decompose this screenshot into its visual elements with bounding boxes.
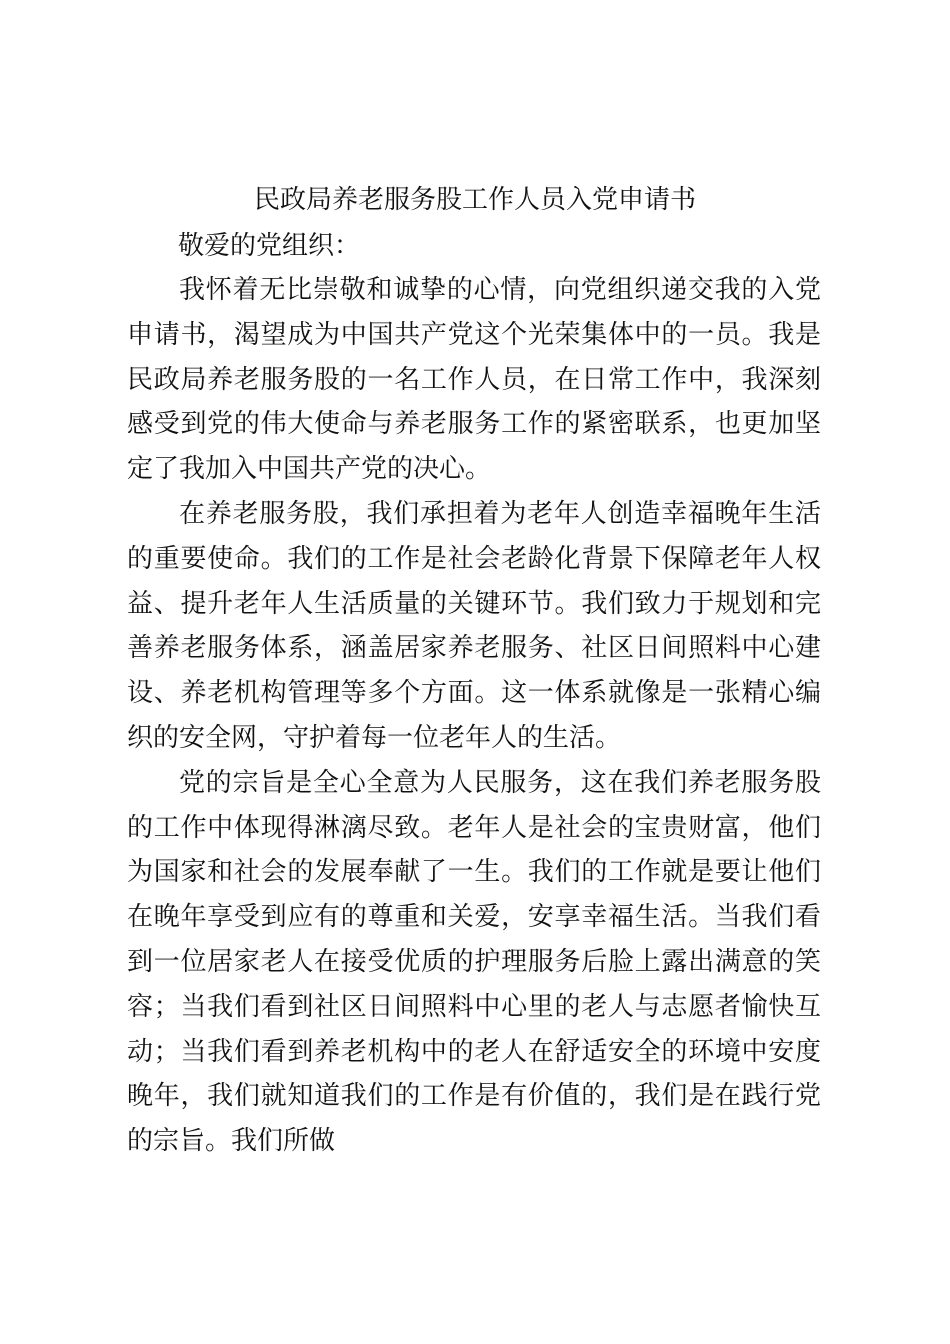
paragraph-3: 党的宗旨是全心全意为人民服务，这在我们养老服务股的工作中体现得淋漓尽致。老年人是社会的宝贵财富，他们为国家和社会的发展奉献了一生。我们的工作就是要让他们在晚年享受到应有的尊重和关爱，安享幸福生活。当我们看到一位居家老人在接受优质的护理服务后脸上露出满意的笑容；当我们看到社区日间照料中心里的老人与志愿者愉快互动；当我们看到养老机构中的老人在舒适安全的环境中安度晚年，我们就知道我们的工作是有价值的，我们是在践行党的宗旨。我们所做 [127, 767, 821, 1157]
paragraph-1: 我怀着无比崇敬和诚挚的心情，向党组织递交我的入党申请书，渴望成为中国共产党这个光荣集体中的一员。我是民政局养老服务股的一名工作人员，在日常工作中，我深刻感受到党的伟大使命与养老服务工作的紧密联系，也更加坚定了我加入中国共产党的决心。 [127, 275, 821, 485]
document-body [127, 268, 821, 1164]
salutation: 敬爱的党组织： [178, 231, 361, 261]
document-title: 民政局养老服务股工作人员入党申请书 [253, 185, 696, 215]
paragraph-2: 在养老服务股，我们承担着为老年人创造幸福晚年生活的重要使命。我们的工作是社会老龄化背景下保障老年人权益、提升老年人生活质量的关键环节。我们致力于规划和完善养老服务体系，涵盖居家养老服务、社区日间照料中心建设、养老机构管理等多个方面。这一体系就像是一张精心编织的安全网，守护着每一位老年人的生活。 [127, 498, 821, 753]
